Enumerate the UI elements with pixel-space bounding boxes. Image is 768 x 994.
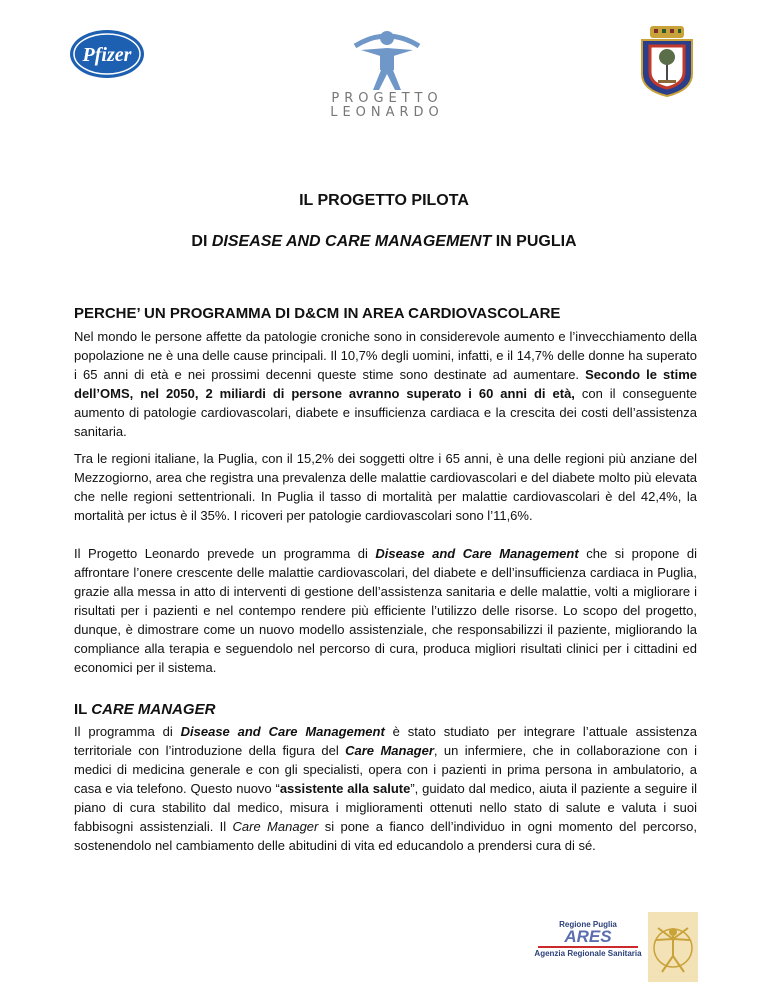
leonardo-line2: LEONARDO — [330, 105, 444, 120]
pfizer-logo-text: Pfizer — [82, 44, 132, 66]
section-perche-programma — [74, 304, 697, 677]
paragraph-puglia-stats: Tra le regioni italiane, la Puglia, con il 15,2% dei soggetti oltre i 65 anni, è una delle regioni più anziane del Mezzogiorno, area che registra una prevalenza delle malattie cardiovascolari e del diabete molto più elevata che nelle regioni settentrionali. In Puglia il tasso di mortalità per malattie cardiovascolari è del 42,4%, la mortalità per ictus è il 35%. I ricoveri per patologie cardiovascolari sono l’11,6%. — [74, 451, 697, 523]
progetto-leonardo-logo — [312, 24, 462, 124]
paragraph-intro: Nel mondo le persone affette da patologie croniche sono in considerevole aumento e l’invecchiamento della popolazione ne è una delle cause principali. Il 10,7% degli uomini, infatti, e il 14,7% delle donne ha superato i 65 anni di età e nei prossimi decenni queste stime sono destinate ad aumentare. Secondo le stime dell’OMS, nel 2050, 2 miliardi di persone avranno superato i 60 anni di età, con il conseguente aumento di patologie cardiovascolari, diabete e insufficienza cardiaca e la crescita dei costi dell’assistenza sanitaria. — [74, 329, 698, 439]
paragraph-care-manager: Il programma di Disease and Care Management è stato studiato per integrare l’attuale assistenza territoriale con l’introduzione della figura del Care Manager, un infermiere, che in collaborazione con i medici di medicina generale e con gli specialisti, opera con i pazienti in prima persona in ambulatorio, a casa e via telefono. Questo nuovo “assistente alla salute”, guidato dal medico, aiuta il paziente a seguire il piano di cura stabilito dal medico, misura i miglioramenti ottenuti nello stato di salute e valuta i suoi fabbisogni assistenziali. Il Care Manager si pone a fianco dell’individuo in ogni momento del percorso, sostenendolo nel cambiamento delle abitudini di vita ed educandolo a prendersi cura di sé. — [74, 724, 697, 853]
ares-divider — [538, 946, 638, 948]
ares-region-text: Regione Puglia — [559, 920, 617, 929]
section-heading: IL CARE MANAGER — [74, 701, 216, 718]
document-title-line1: IL PROGETTO PILOTA — [299, 192, 469, 209]
vitruvian-figure-icon — [347, 24, 427, 92]
ares-logo — [534, 912, 642, 982]
section-care-manager — [74, 700, 697, 855]
document-title-line2: DI DISEASE AND CARE MANAGEMENT IN PUGLIA — [191, 233, 577, 250]
leonardo-line1: PROGETTO — [331, 91, 443, 106]
section-heading: PERCHE’ UN PROGRAMMA DI D&CM IN AREA CARDIOVASCOLARE — [74, 305, 561, 322]
regione-puglia-crest-icon — [636, 24, 698, 98]
pfizer-logo — [68, 28, 146, 80]
ares-name-text: ARES — [564, 927, 612, 946]
paragraph-progetto-leonardo: Il Progetto Leonardo prevede un programma di Disease and Care Management che si propone di affrontare l’onere crescente delle malattie cardiovascolari, del diabete e dell’insufficienza cardiaca in Puglia, grazie alla messa in atto di interventi di gestione dell’assistenza sanitaria e delle malattie, volti a migliorare i risultati per i pazienti e nel contempo rendere più efficiente l’utilizzo delle risorse. Lo scopo del progetto, dunque, è dimostrare come un nuovo modello assistenziale, che responsabilizzi il paziente, migliorando la compliance alla terapia e seguendolo nel percorso di cura, produca migliori risultati clinici per i cittadini ed economici per il sistema. — [74, 546, 698, 675]
leonardo-emblem-icon — [648, 912, 698, 982]
ares-subtitle-text: Agenzia Regionale Sanitaria — [534, 949, 642, 958]
